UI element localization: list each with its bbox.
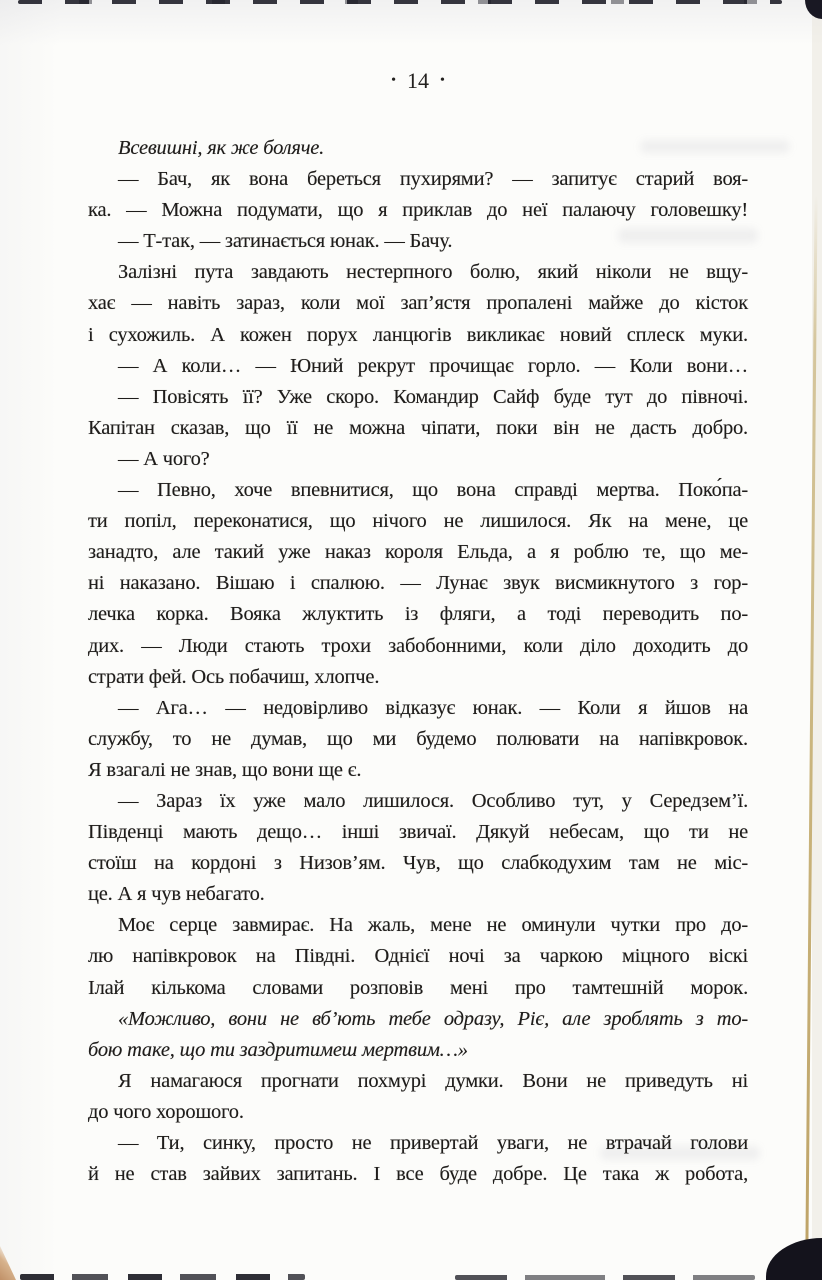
page-text: [88, 133, 748, 1190]
ornament-bullet-left: •: [391, 73, 396, 88]
text-line: Всевишні, як же боляче.: [118, 137, 325, 159]
text-line: — Бач, як вона береться пухирями? — запитує старий воя-: [118, 168, 748, 191]
text-line: службу, то не думав, що ми будемо полювати на напівкровок.: [88, 727, 748, 750]
text-line: Я взагалі не знав, що вони ще є.: [88, 758, 362, 781]
corner-shadow-bottom-right: [766, 1238, 822, 1280]
text-line: — А коли… — Юний рекрут прочищає горло. — Коли вони…: [118, 354, 748, 377]
text-line: — Зараз їх уже мало лишилося. Особливо тут, у Середзем’ї.: [118, 789, 748, 812]
text-line: — Ага… — недовірливо відказує юнак. — Коли я йшов на: [118, 696, 748, 719]
running-head: [88, 68, 748, 94]
text-line: — А чого?: [118, 447, 210, 470]
text-line: — Ти, синку, просто не привертай уваги, не втрачай голови: [118, 1132, 748, 1154]
text-line: стоїш на кордоні з Низов’ям. Чув, що слабкодухим там не міс-: [88, 852, 748, 875]
page-number: 14: [407, 68, 429, 93]
text-line: ні наказано. Вішаю і спалюю. — Лунає звук висмикнутого з гор-: [88, 572, 748, 595]
text-line: і сухожиль. А кожен порух ланцюгів викликає новий сплеск муки.: [88, 323, 748, 346]
text-line: Південці мають дещо… інші звичаї. Дякуй небесам, що ти не: [88, 821, 748, 844]
corner-shadow-top-right: [805, 0, 822, 19]
text-line: й не став зайвих запитань. І все буде добре. Це така ж робота,: [88, 1163, 748, 1186]
text-line: — Повісять її? Уже скоро. Командир Сайф буде тут до півночі.: [118, 385, 748, 408]
text-line: Моє серце завмирає. На жаль, мене не оминули чутки про до-: [118, 914, 748, 937]
finger-tip-bottom-left: [0, 1246, 16, 1280]
text-line: ка. — Можна подумати, що я приклав до неї палаючу головешку!: [88, 199, 748, 222]
text-line: до чого хорошого.: [88, 1100, 244, 1123]
photo-edge-marks-top: [18, 0, 782, 4]
text-line: Капітан сказав, що її не можна чіпати, поки він не дасть добро.: [88, 416, 748, 439]
text-line: дих. — Люди стають трохи забобонними, коли діло доходить до: [88, 634, 748, 657]
text-line: — Певно, хоче впевнитися, що вона справді мертва. Поко́па-: [118, 479, 748, 502]
text-line: ти попіл, переконатися, що нічого не лишилося. Як на мене, це: [88, 510, 748, 533]
text-line: бою таке, що ти заздритимеш мертвим…»: [88, 1038, 468, 1061]
text-line: лечка корка. Вояка жлуктить із фляги, а тоді переводить по-: [88, 603, 748, 626]
photo-edge-marks-bottom-right: [455, 1275, 755, 1280]
text-line: страти фей. Ось побачиш, хлопче.: [88, 665, 380, 688]
ornament-bullet-right: •: [440, 73, 445, 88]
text-line: — Т-так, — затинається юнак. — Бачу.: [118, 230, 453, 253]
text-line: занадто, але такий уже наказ короля Ельда, а я роблю те, що ме-: [88, 541, 748, 564]
text-line: Я намагаюся прогнати похмурі думки. Вони не приведуть ні: [118, 1069, 748, 1092]
text-line: хає — навіть зараз, коли мої зап’ястя пропалені майже до кісток: [88, 292, 748, 315]
photo-edge-marks-bottom-left: [20, 1274, 305, 1280]
text-line: Залізні пута завдають нестерпного болю, який ніколи не вщу-: [118, 261, 748, 284]
text-line: це. А я чув небагато.: [88, 883, 265, 906]
text-line: «Можливо, вони не вб’ють тебе одразу, Ріє, але зроблять з то-: [118, 1007, 748, 1030]
text-line: лю напівкровок на Півдні. Однієї ночі за чаркою міцного віскі: [88, 945, 748, 968]
text-line: Ілай кількома словами розповів мені про тамтешній морок.: [88, 976, 748, 999]
